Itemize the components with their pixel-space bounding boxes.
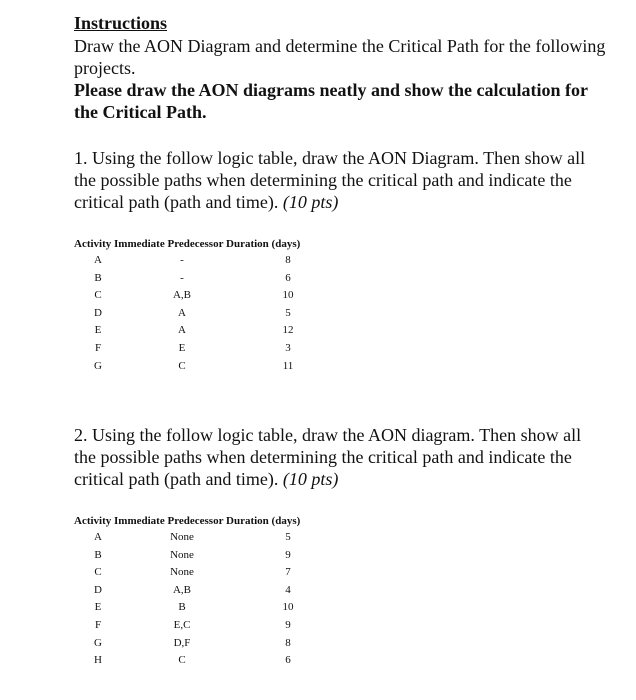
table-row <box>74 270 300 288</box>
table-row <box>74 599 300 617</box>
question-1-text <box>74 147 594 213</box>
table-row <box>74 340 300 358</box>
activity-cell: D <box>94 583 102 596</box>
predecessor-cell: - <box>180 254 184 266</box>
duration-cell: 8 <box>285 254 291 266</box>
activity-cell: G <box>94 359 102 372</box>
logic-table-2-header: Activity Immediate Predecessor Duration (days) <box>74 515 301 527</box>
activity-cell: D <box>94 306 102 319</box>
question-2-points: (10 pts) <box>282 469 339 489</box>
activity-cell: A <box>94 254 102 266</box>
logic-table-1-body <box>74 252 300 375</box>
duration-cell: 10 <box>282 289 294 302</box>
activity-cell: E <box>94 601 102 614</box>
question-2-body: 2. Using the follow logic table, draw the AON diagram. Then show all the possible paths when determining the critical path and indicate the critical path (path and time). <box>74 425 582 489</box>
duration-cell: 8 <box>285 636 291 649</box>
predecessor-cell: D,F <box>173 636 191 649</box>
activity-cell: G <box>94 636 102 649</box>
logic-table-2 <box>74 513 300 670</box>
table-row <box>74 287 300 305</box>
logic-table-2-body <box>74 529 300 670</box>
duration-cell: 10 <box>282 601 294 614</box>
duration-cell: 5 <box>285 306 291 319</box>
table-row <box>74 529 300 547</box>
predecessor-cell: A,B <box>172 583 192 596</box>
predecessor-cell: None <box>170 531 194 543</box>
table-row <box>74 564 300 582</box>
table-row <box>74 547 300 565</box>
duration-cell: 5 <box>285 531 291 543</box>
duration-cell: 12 <box>282 324 294 337</box>
table-row <box>74 358 300 376</box>
predecessor-cell: A <box>178 324 186 337</box>
table-row <box>74 305 300 323</box>
activity-cell: B <box>94 271 102 284</box>
question-1-points: (10 pts) <box>282 192 339 212</box>
predecessor-cell: E <box>178 341 186 354</box>
predecessor-cell: E,C <box>173 618 191 631</box>
question-1-body: 1. Using the follow logic table, draw the AON Diagram. Then show all the possible paths when determining the critical path and indicate the critical path (path and time). <box>74 148 586 212</box>
duration-cell: 3 <box>285 341 291 354</box>
duration-cell: 4 <box>285 583 291 596</box>
table-row <box>74 582 300 600</box>
activity-cell: A <box>94 531 102 543</box>
table-row <box>74 617 300 635</box>
question-2-text <box>74 424 594 490</box>
predecessor-cell: A <box>178 306 186 319</box>
duration-cell: 7 <box>285 566 291 579</box>
table-row <box>74 635 300 653</box>
logic-table-1-header: Activity Immediate Predecessor Duration (days) <box>74 238 301 250</box>
activity-cell: F <box>94 341 102 354</box>
activity-cell: E <box>94 324 102 337</box>
predecessor-cell: A,B <box>172 289 192 302</box>
logic-table-1 <box>74 236 300 375</box>
duration-cell: 6 <box>285 654 291 667</box>
table-row <box>74 322 300 340</box>
activity-cell: F <box>94 618 102 631</box>
activity-cell: C <box>94 289 102 302</box>
activity-cell: H <box>94 654 102 667</box>
predecessor-cell: B <box>178 601 186 614</box>
predecessor-cell: - <box>180 271 184 284</box>
predecessor-cell: C <box>178 359 186 372</box>
duration-cell: 6 <box>285 271 291 284</box>
table-row <box>74 252 300 270</box>
duration-cell: 9 <box>285 548 291 561</box>
predecessor-cell: None <box>170 566 194 579</box>
instructions-intro: Draw the AON Diagram and determine the Critical Path for the following projects. <box>74 36 606 78</box>
duration-cell: 11 <box>282 359 294 372</box>
duration-cell: 9 <box>285 618 291 631</box>
instructions-heading: Instructions <box>74 13 168 33</box>
predecessor-cell: None <box>170 548 194 561</box>
activity-cell: C <box>94 566 102 579</box>
instructions-emphasis: Please draw the AON diagrams neatly and show the calculation for the Critical Path. <box>74 80 588 122</box>
predecessor-cell: C <box>178 654 186 667</box>
activity-cell: B <box>94 548 102 561</box>
table-row <box>74 652 300 670</box>
